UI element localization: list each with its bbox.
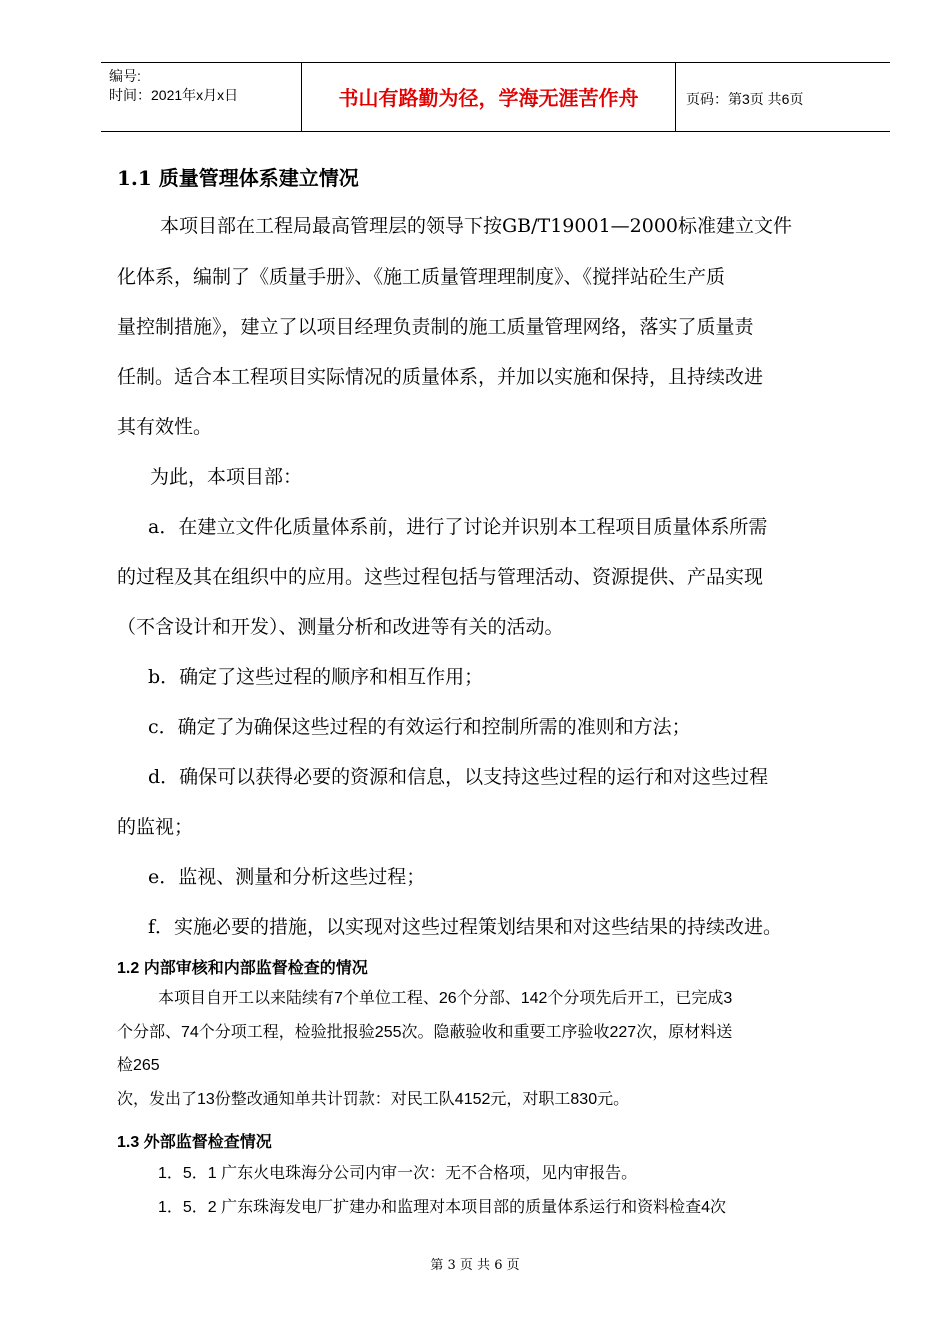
list-item-f: f．实施必要的措施，以实现对这些过程策划结果和对这些结果的持续改进。	[148, 916, 783, 938]
header-table	[101, 62, 890, 132]
page-footer: 第 3 页 共 6 页	[430, 1258, 520, 1273]
paragraph-line: 的过程及其在组织中的应用。这些过程包括与管理活动、资源提供、产品实现	[117, 566, 764, 588]
document-time-label: 时间：2021年x月x日	[109, 87, 239, 103]
header-motto-cell	[302, 63, 676, 131]
header-page-cell	[676, 63, 890, 131]
paragraph-line: 为此，本项目部：	[150, 466, 303, 488]
section-1-3-title: 1.3 外部监督检查情况	[117, 1134, 272, 1151]
paragraph-line: 次，发出了13份整改通知单共计罚款：对民工队4152元，对职工830元。	[117, 1091, 630, 1108]
list-item-c: c．确定了为确保这些过程的有效运行和控制所需的准则和方法；	[148, 716, 691, 738]
header-info-cell	[101, 63, 302, 131]
paragraph-line: 任制。适合本工程项目实际情况的质量体系，并加以实施和保持，且持续改进	[117, 366, 764, 388]
paragraph-line: 量控制措施》，建立了以项目经理负责制的施工质量管理网络，落实了质量责	[117, 316, 754, 338]
list-item-a: a．在建立文件化质量体系前，进行了讨论并识别本工程项目质量体系所需	[148, 516, 768, 538]
paragraph-line: 化体系，编制了《质量手册》、《施工质量管理理制度》、《搅拌站砼生产质	[117, 266, 726, 288]
document-number-label: 编号:	[109, 68, 141, 84]
section-1-1-title: 1.1 质量管理体系建立情况	[117, 166, 359, 190]
list-item-d: d．确保可以获得必要的资源和信息，以支持这些过程的运行和对这些过程	[148, 766, 769, 788]
list-item-1-5-1: 1．5．1 广东火电珠海分公司内审一次：无不合格项，见内审报告。	[158, 1165, 638, 1182]
paragraph-line: 检265	[117, 1057, 160, 1074]
list-item-1-5-2: 1．5．2 广东珠海发电厂扩建办和监理对本项目部的质量体系运行和资料检查4次	[158, 1199, 727, 1216]
paragraph-line: 本项目自开工以来陆续有7个单位工程、26个分部、142个分项先后开工，已完成3	[158, 990, 733, 1007]
paragraph-line: 本项目部在工程局最高管理层的领导下按GB/T19001—2000标准建立文件	[160, 215, 793, 237]
paragraph-line: 个分部、74个分项工程，检验批报验255次。隐蔽验收和重要工序验收227次，原材料送	[117, 1024, 733, 1041]
paragraph-line: （不含设计和开发）、测量分析和改进等有关的活动。	[117, 616, 564, 638]
paragraph-line: 其有效性。	[117, 416, 213, 438]
paragraph-line: 的监视；	[117, 816, 194, 838]
list-item-b: b．确定了这些过程的顺序和相互作用；	[148, 666, 484, 688]
header-page-label: 页码：第3页 共6页	[686, 91, 804, 107]
list-item-e: e．监视、测量和分析这些过程；	[148, 866, 426, 888]
section-1-2-title: 1.2 内部审核和内部监督检查的情况	[117, 960, 368, 977]
header-motto: 书山有路勤为径，学海无涯苦作舟	[338, 86, 639, 110]
